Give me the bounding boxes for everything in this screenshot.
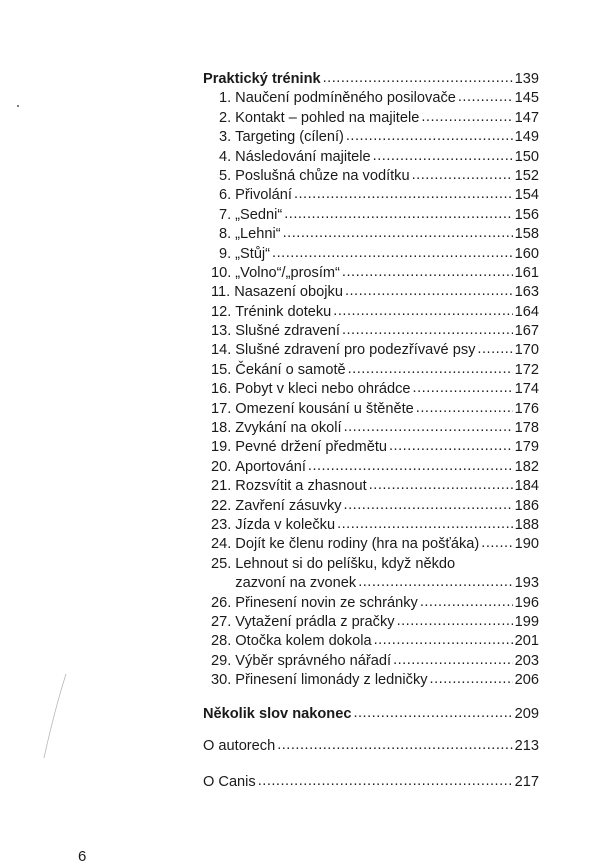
toc-leader-dots	[421, 108, 512, 127]
toc-item-title: Výběr správného nářadí	[235, 652, 392, 669]
toc-item-title: „Sedni“	[235, 206, 283, 223]
toc-page-number: 147	[514, 109, 539, 126]
toc-item-number: 6.	[219, 187, 232, 204]
table-of-contents	[203, 70, 539, 793]
toc-leader-dots	[393, 651, 513, 670]
toc-item	[203, 632, 539, 651]
toc-leader-dots	[283, 224, 513, 243]
toc-item-title: Trénink doteku	[235, 303, 332, 320]
toc-item-number: 17.	[211, 400, 232, 417]
toc-leader-dots	[373, 147, 513, 166]
toc-item	[203, 380, 539, 399]
toc-item-number: 26.	[211, 594, 232, 611]
toc-leader-dots	[353, 704, 512, 723]
toc-page-number: 209	[514, 705, 539, 722]
toc-item-title: Jízda v kolečku	[235, 516, 336, 533]
toc-page-number: 149	[514, 129, 539, 146]
toc-leader-dots	[477, 340, 512, 359]
toc-item	[203, 245, 539, 264]
toc-item-title: Nasazení obojku	[234, 284, 343, 301]
toc-item	[203, 652, 539, 671]
toc-item-title: Rozsvítit a zhasnout	[235, 478, 367, 495]
toc-item-title: Čekání o samotě	[235, 361, 346, 378]
toc-item	[203, 594, 539, 613]
toc-item	[203, 322, 539, 341]
toc-item	[203, 458, 539, 477]
toc-item-title: Zavření zásuvky	[235, 497, 342, 514]
toc-item-title: Následování majitele	[235, 148, 371, 165]
toc-leader-dots	[458, 88, 513, 107]
toc-item-title: Lehnout si do pelíšku, když někdo	[235, 555, 456, 572]
toc-section-title: O autorech	[203, 737, 276, 754]
toc-item-number: 5.	[219, 167, 232, 184]
toc-item	[203, 186, 539, 205]
toc-item-title: Dojít ke členu rodiny (hra na pošťáka)	[235, 536, 480, 553]
toc-item-title: Naučení podmíněného posilovače	[235, 90, 456, 107]
toc-item	[203, 555, 539, 574]
toc-item	[203, 438, 539, 457]
page-number: 6	[78, 848, 87, 865]
toc-page-number: 156	[514, 206, 539, 223]
toc-leader-dots	[413, 379, 513, 398]
toc-leader-dots	[294, 185, 513, 204]
toc-item-number: 19.	[211, 439, 232, 456]
toc-section-prakticky-trenink	[203, 70, 539, 89]
toc-page-number: 158	[514, 226, 539, 243]
toc-page-number: 213	[514, 737, 539, 754]
toc-page-number: 163	[514, 284, 539, 301]
toc-page-number: 152	[514, 167, 539, 184]
toc-leader-dots	[323, 69, 513, 88]
toc-page-number: 176	[514, 400, 539, 417]
toc-page-number: 188	[514, 516, 539, 533]
toc-item-number: 21.	[211, 478, 232, 495]
toc-item-number: 20.	[211, 458, 232, 475]
toc-item-title: Omezení kousání u štěněte	[235, 400, 414, 417]
toc-item-number: 10.	[211, 264, 232, 281]
toc-section-o-autorech	[203, 737, 539, 756]
toc-item-title: Aportování	[235, 458, 306, 475]
toc-leader-dots	[346, 127, 513, 146]
toc-page-number: 190	[514, 536, 539, 553]
toc-page-number: 206	[514, 672, 539, 689]
toc-item-title: Vytažení prádla z pračky	[235, 613, 395, 630]
toc-section-nekolik-slov-nakonec	[203, 705, 539, 724]
toc-item-number: 7.	[219, 206, 232, 223]
toc-item-number: 24.	[211, 536, 232, 553]
toc-leader-dots	[389, 437, 513, 456]
toc-item-number: 22.	[211, 497, 232, 514]
toc-page-number: 167	[514, 323, 539, 340]
toc-item	[203, 419, 539, 438]
toc-item-number: 28.	[211, 633, 232, 650]
toc-item-number: 4.	[219, 148, 232, 165]
pencil-mark	[36, 672, 76, 762]
toc-page-number: 172	[514, 361, 539, 378]
toc-item-number: 15.	[211, 361, 232, 378]
toc-item	[203, 283, 539, 302]
toc-item	[203, 613, 539, 632]
toc-leader-dots	[337, 515, 513, 534]
toc-item-title: Zvykání na okolí	[235, 420, 342, 437]
toc-page-number: 201	[514, 633, 539, 650]
toc-item-number: 13.	[211, 323, 232, 340]
toc-item-title: Otočka kolem dokola	[235, 633, 372, 650]
toc-leader-dots	[430, 670, 513, 689]
toc-item-number: 23.	[211, 516, 232, 533]
toc-leader-dots	[342, 321, 513, 340]
toc-leader-dots	[333, 302, 512, 321]
toc-item	[203, 671, 539, 690]
toc-item-number: 3.	[219, 129, 232, 146]
toc-page-number: 161	[514, 264, 539, 281]
toc-item	[203, 303, 539, 322]
toc-leader-dots	[397, 612, 513, 631]
toc-item	[203, 225, 539, 244]
toc-page-number: 150	[514, 148, 539, 165]
toc-item-title: „Stůj“	[235, 245, 271, 262]
toc-item	[203, 148, 539, 167]
toc-leader-dots	[272, 244, 513, 263]
toc-leader-dots	[374, 631, 513, 650]
toc-page-number: 179	[514, 439, 539, 456]
toc-leader-dots	[348, 360, 513, 379]
toc-item	[203, 264, 539, 283]
toc-item-number: 12.	[211, 303, 232, 320]
toc-leader-dots	[358, 573, 512, 592]
toc-item	[203, 535, 539, 554]
toc-page-number: 182	[514, 458, 539, 475]
toc-leader-dots	[308, 457, 513, 476]
toc-item	[203, 206, 539, 225]
toc-item-continuation	[203, 574, 539, 593]
toc-item-number: 30.	[211, 672, 232, 689]
toc-leader-dots	[284, 205, 512, 224]
toc-leader-dots	[342, 263, 513, 282]
toc-item	[203, 400, 539, 419]
toc-item-number: 29.	[211, 652, 232, 669]
toc-section-title: Praktický trénink	[203, 71, 321, 87]
toc-leader-dots	[481, 534, 512, 553]
toc-page-number: 154	[514, 187, 539, 204]
toc-item	[203, 477, 539, 496]
toc-page-number: 199	[514, 613, 539, 630]
toc-page-number: 186	[514, 497, 539, 514]
toc-item-title: Pevné držení předmětu	[235, 439, 387, 456]
toc-leader-dots	[416, 399, 513, 418]
toc-section-title: Několik slov nakonec	[203, 705, 352, 722]
toc-page-number: 184	[514, 478, 539, 495]
toc-item-title: zazvoní na zvonek	[235, 575, 357, 592]
toc-item-title: „Volno“/„prosím“	[235, 264, 340, 281]
toc-item	[203, 361, 539, 380]
toc-item-number: 25.	[211, 555, 232, 572]
toc-page-number: 178	[514, 420, 539, 437]
toc-item-title: Přinesení limonády z ledničky	[235, 672, 428, 689]
toc-leader-dots	[258, 772, 513, 791]
toc-item-title: Kontakt – pohled na majitele	[235, 109, 420, 126]
toc-item	[203, 89, 539, 108]
toc-item	[203, 128, 539, 147]
toc-item-number: 27.	[211, 613, 232, 630]
toc-item-title: Targeting (cílení)	[235, 129, 344, 146]
toc-leader-dots	[344, 418, 513, 437]
toc-page-number: 203	[514, 652, 539, 669]
toc-item-number: 8.	[219, 226, 232, 243]
toc-page-number: 196	[514, 594, 539, 611]
toc-page-number: 164	[514, 303, 539, 320]
toc-item-title: „Lehni“	[235, 226, 281, 243]
toc-leader-dots	[369, 476, 513, 495]
toc-item	[203, 109, 539, 128]
toc-item-title: Poslušná chůze na vodítku	[235, 167, 410, 184]
toc-item-number: 2.	[219, 109, 232, 126]
toc-leader-dots	[277, 736, 512, 755]
toc-page-number: 160	[514, 245, 539, 262]
toc-leader-dots	[412, 166, 513, 185]
toc-leader-dots	[345, 282, 513, 301]
toc-item	[203, 516, 539, 535]
toc-item-number: 9.	[219, 245, 232, 262]
paper-speck	[17, 105, 19, 107]
toc-section-o-canis	[203, 773, 539, 792]
toc-leader-dots	[420, 593, 513, 612]
toc-item-title: Přinesení novin ze schránky	[235, 594, 418, 611]
toc-item-title: Pobyt v kleci nebo ohrádce	[235, 381, 411, 398]
toc-item-title: Slušné zdravení	[235, 323, 340, 340]
toc-item-title: Přivolání	[235, 187, 292, 204]
toc-item-number: 14.	[211, 342, 232, 359]
toc-section-title: O Canis	[203, 774, 256, 791]
toc-item	[203, 341, 539, 360]
toc-page-number: 170	[514, 342, 539, 359]
toc-page-number: 145	[514, 90, 539, 107]
toc-item-number: 16.	[211, 381, 232, 398]
toc-item-title: Slušné zdravení pro podezřívavé psy	[235, 342, 476, 359]
toc-page-number: 193	[514, 575, 539, 592]
toc-item	[203, 167, 539, 186]
toc-page-number: 139	[514, 71, 539, 87]
toc-item-number: 1.	[219, 90, 232, 107]
toc-item-number: 11.	[211, 284, 231, 301]
toc-leader-dots	[344, 496, 513, 515]
toc-item	[203, 497, 539, 516]
toc-item-number: 18.	[211, 420, 232, 437]
toc-page-number: 174	[514, 381, 539, 398]
toc-page-number: 217	[514, 774, 539, 791]
